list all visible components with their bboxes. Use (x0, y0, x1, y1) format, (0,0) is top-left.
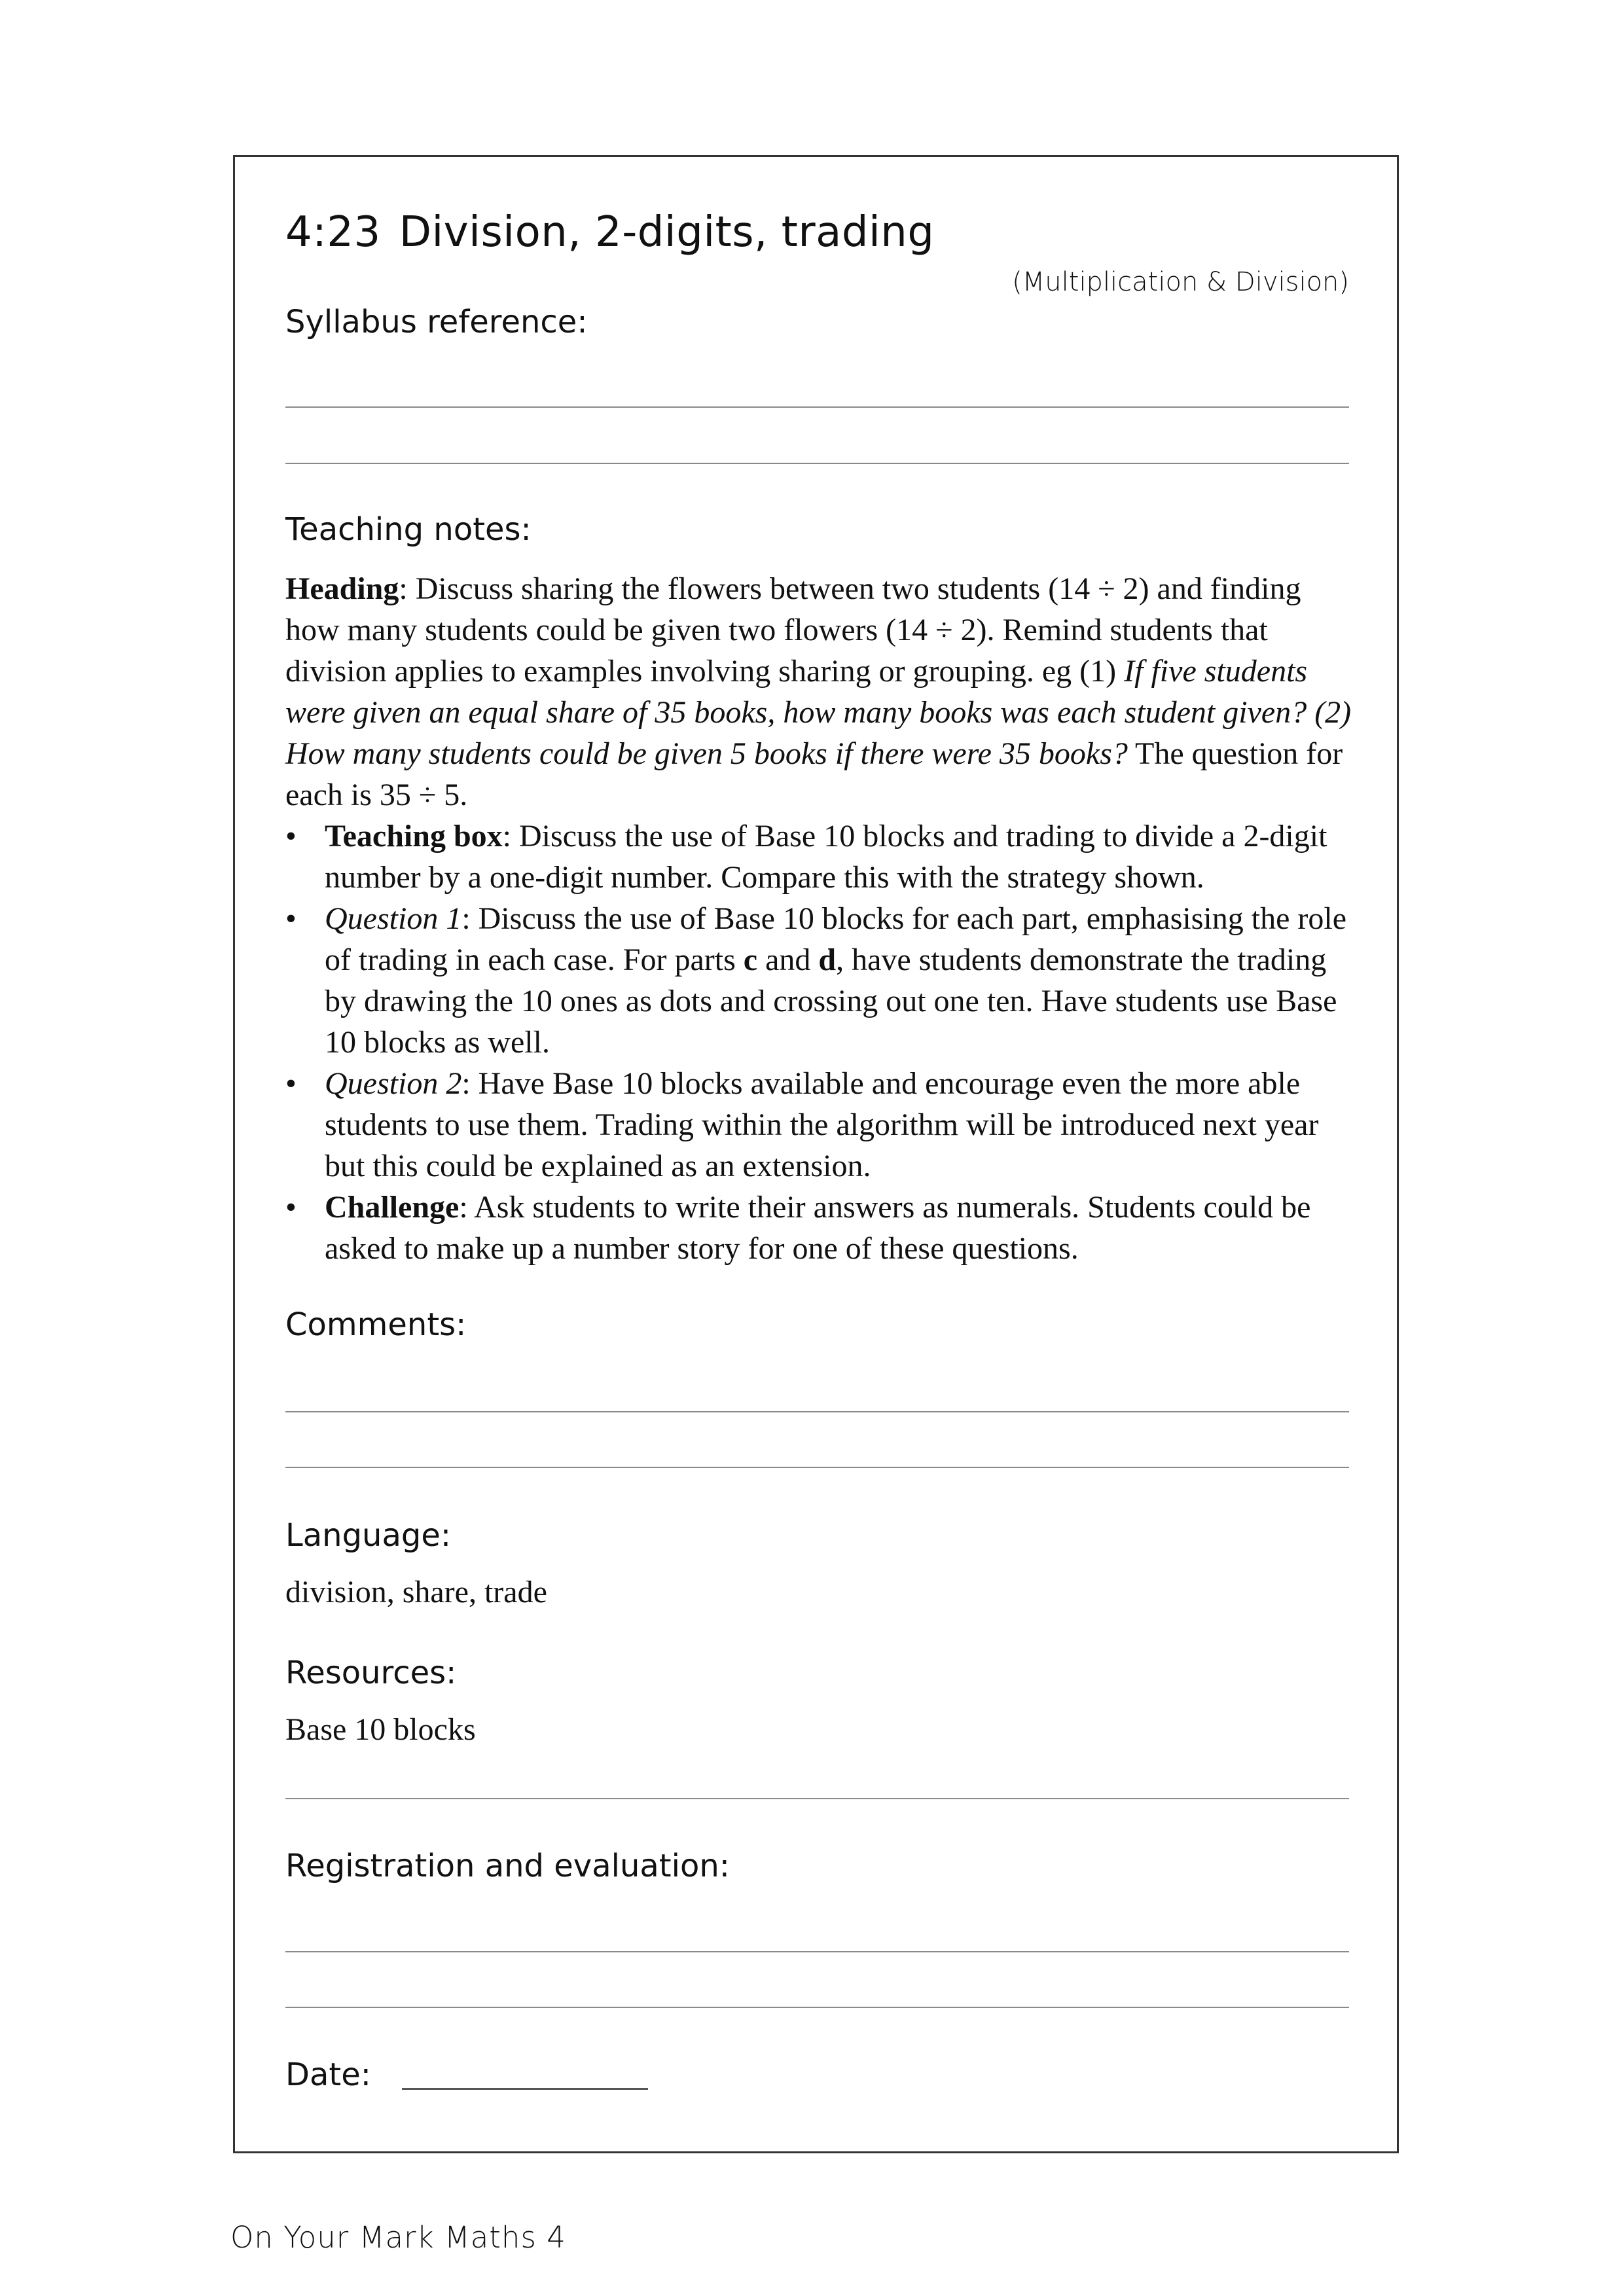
notes-bullet-list (285, 816, 1359, 1269)
bullet-icon: • (285, 819, 297, 853)
syllabus-line-2 (285, 463, 1349, 464)
challenge-label: Challenge (325, 1190, 460, 1225)
page-title (285, 208, 934, 257)
bullet-icon: • (285, 1190, 297, 1225)
part-c: c (743, 942, 758, 977)
registration-line-2 (285, 2007, 1349, 2008)
bullet-icon: • (285, 1066, 297, 1101)
intro-label: Heading (285, 571, 399, 606)
conjunction: and (757, 942, 819, 977)
syllabus-heading: Syllabus reference: (285, 304, 588, 340)
registration-heading: Registration and evaluation: (285, 1848, 730, 1884)
list-item (285, 1063, 1359, 1187)
list-item (285, 816, 1359, 898)
intro-text: : Discuss sharing the flowers between two students (14 ÷ 2) and finding how many students could be given two flowers (14 ÷ 2). Remind students that division applies to examples involving sharing or grouping. eg (1) (285, 571, 1301, 689)
comments-heading: Comments: (285, 1306, 467, 1343)
language-heading: Language: (285, 1517, 452, 1554)
question-1-text: : Discuss the use of Base 10 blocks for each part, emphasising the role of trading in each case. For parts (325, 901, 1346, 977)
date-field-line[interactable] (402, 2088, 648, 2090)
list-item (285, 1187, 1359, 1269)
question-2-text: : Have Base 10 blocks available and encourage even the more able students to use them. Trading within the algorithm will be introduced next year but this could be explained as an extension. (325, 1066, 1319, 1183)
registration-line-1 (285, 1951, 1349, 1952)
language-text: division, share, trade (285, 1575, 547, 1609)
comments-line-1 (285, 1411, 1349, 1412)
resources-text: Base 10 blocks (285, 1712, 476, 1747)
part-d: d (818, 942, 837, 977)
date-heading: Date: (285, 2056, 371, 2093)
lesson-number: 4:23 (285, 208, 381, 257)
question-2-label: Question 2 (325, 1066, 462, 1101)
syllabus-line-1 (285, 406, 1349, 408)
footer-text: On Your Mark Maths 4 (230, 2220, 566, 2255)
teaching-box-label: Teaching box (325, 819, 503, 853)
teaching-notes-heading: Teaching notes: (285, 511, 532, 548)
lesson-title: Division, 2-digits, trading (399, 208, 935, 257)
lesson-category: (Multiplication & Division) (1012, 267, 1349, 297)
resources-line (285, 1798, 1349, 1799)
intro-example: If five students were given an equal share of 35 books, how many books was each student given? (2) How many students could be given 5 books if there were 35 books? (285, 654, 1352, 771)
resources-heading: Resources: (285, 1655, 457, 1691)
bullet-icon: • (285, 901, 297, 936)
notes-intro (285, 568, 1359, 816)
teaching-box-text: : Discuss the use of Base 10 blocks and trading to divide a 2-digit number by a one-digit number. Compare this with the strategy shown. (325, 819, 1327, 895)
intro-conclusion: The question for each is 35 ÷ 5. (285, 736, 1343, 812)
question-1-label: Question 1 (325, 901, 462, 936)
teaching-notes-body (285, 568, 1359, 1269)
comments-line-2 (285, 1467, 1349, 1468)
list-item (285, 898, 1359, 1063)
challenge-text: : Ask students to write their answers as numerals. Students could be asked to make up a number story for one of these questions. (325, 1190, 1311, 1266)
question-1-text-cont: , have students demonstrate the trading by drawing the 10 ones as dots and crossing out one ten. Have students use Base 10 blocks as well. (325, 942, 1337, 1060)
